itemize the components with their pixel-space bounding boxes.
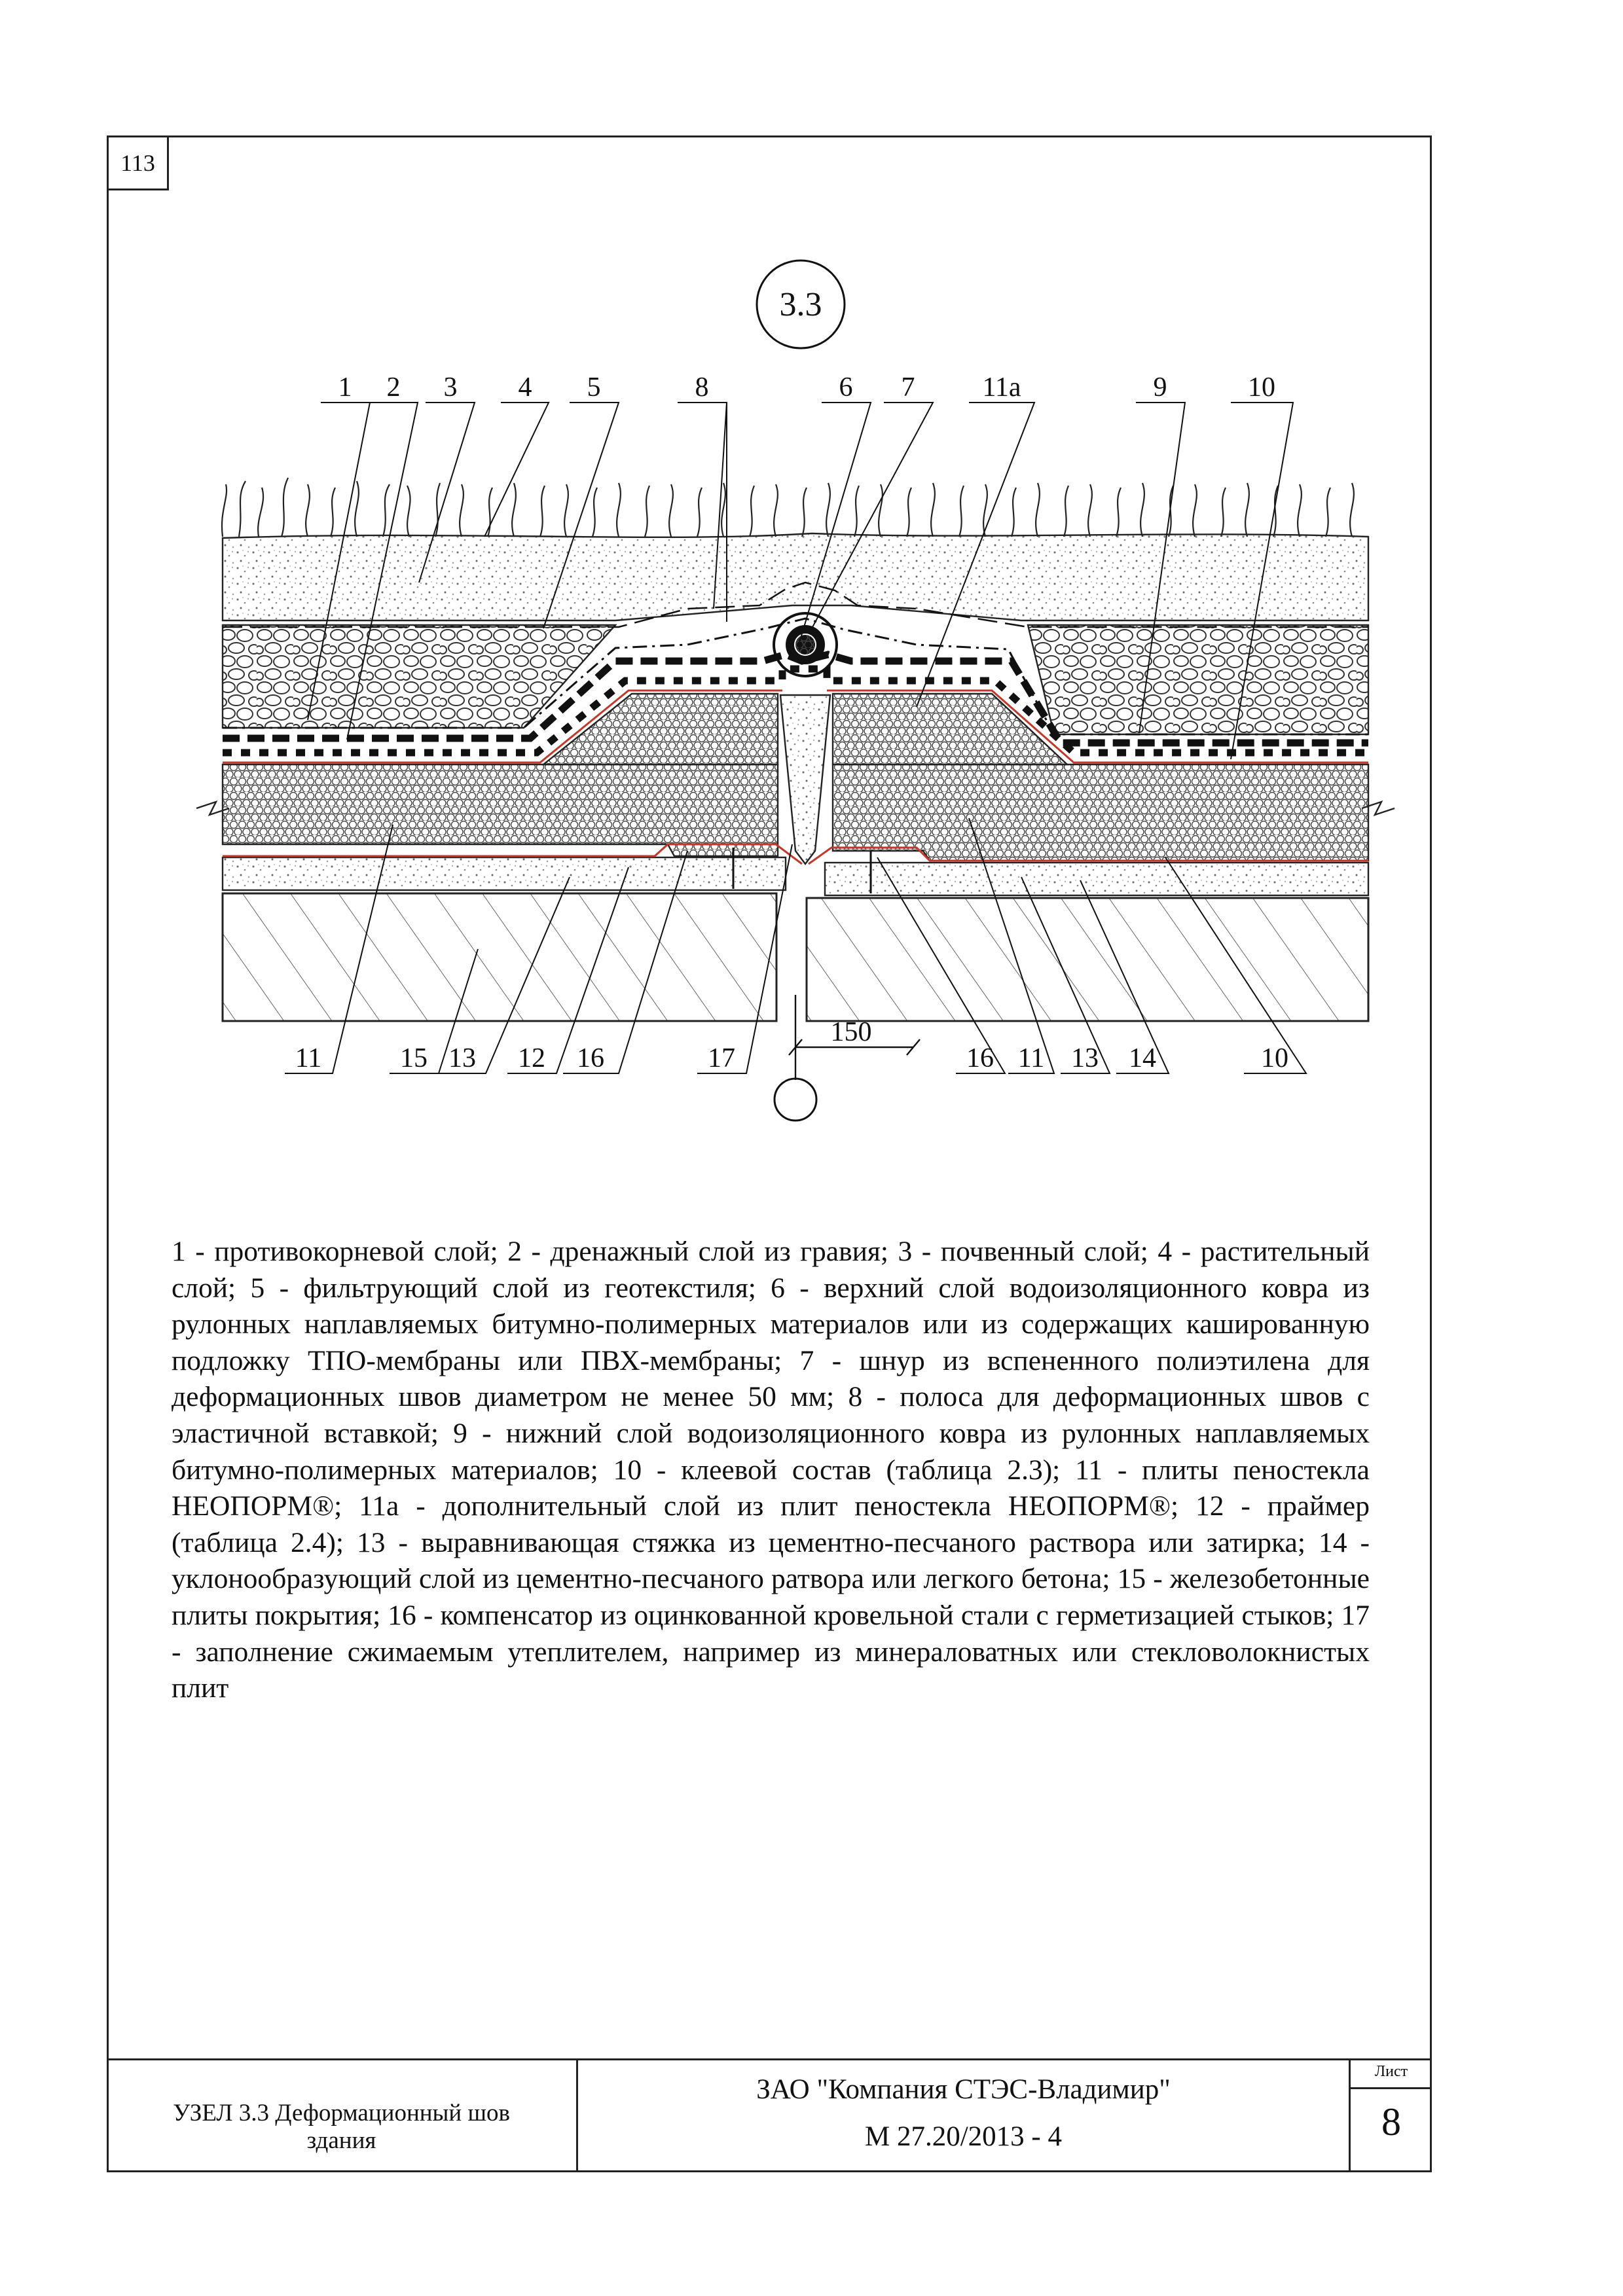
page-number: 113 [107,135,169,190]
bottom-callout-labels [295,1043,1288,1073]
legend-text: 1 - противокорневой слой; 2 - дренажный слой из гравия; 3 - почвенный слой; 4 - растительный слой; 5 - фильтрующий слой из геотекстиля; 6 - верхний слой водоизоляционного ковра из рулонных наплавляемых битумно-полимерных материалов или из содержащих кашированную подложку ТПО-мембраны или ПВХ-мембраны; 7 - шнур из вспененного полиэтилена для деформационных швов диаметром не менее 50 мм; 8 - полоса для деформационных швов с эластичной вставкой; 9 - нижний слой водоизоляционного ковра из рулонных наплавляемых битумно-полимерных материалов; 10 - клеевой состав (таблица 2.3); 11 - плиты пеностекла НЕОПОРМ®; 11а - дополнительный слой из плит пеностекла НЕОПОРМ®; 12 - праймер (таблица 2.4); 13 - выравнивающая стяжка из цементно-песчаного раствора или затирка; 14 - уклонообразующий слой из цементно-песчаного ратвора или легкого бетона; 15 - железобетонные плиты покрытия; 16 - компенсатор из оцинкованной кровельной стали с герметизацией стыков; 17 - заполнение сжимаемым утеплителем, например из минераловатных или стекловолокнистых плит [172,1236,1370,1704]
top-callout-labels [338,372,1276,403]
callout-1: 1 [338,372,352,403]
callout-10: 10 [1248,372,1275,403]
callout-b-11b: 11 [1017,1043,1045,1073]
title-block-company [578,2060,1351,2172]
callout-8: 8 [695,372,709,403]
callout-4: 4 [518,372,532,403]
callout-b-16: 16 [577,1043,604,1073]
sheet-label: Лист [1351,2063,1432,2089]
title-block-node [107,2060,578,2172]
callout-5: 5 [587,372,601,403]
callout-b-13: 13 [448,1043,476,1073]
soil-layer [223,533,1368,620]
joint-axis-marker [775,1079,816,1121]
callout-9: 9 [1153,372,1167,403]
node-label: 3.3 [779,286,822,323]
callout-b-15: 15 [400,1043,428,1073]
callout-3: 3 [443,372,458,403]
callout-b-17: 17 [708,1043,735,1073]
dimension-label: 150 [830,1017,872,1047]
title-block-sheet [1351,2060,1432,2172]
callout-b-11: 11 [295,1043,322,1073]
node-title-line2: здания [306,2127,376,2154]
company-name: ЗАО "Компания СТЭС-Владимир" [756,2074,1171,2105]
node-title-line1: УЗЕЛ 3.3 Деформационный шов [173,2100,510,2126]
callout-b-12: 12 [518,1043,545,1073]
callout-6: 6 [839,372,853,403]
callout-b-13b: 13 [1071,1043,1099,1073]
callout-11a: 11а [982,372,1021,403]
sheet-number: 8 [1381,2100,1401,2144]
joint-filler [780,695,830,864]
callout-b-10: 10 [1261,1043,1288,1073]
document-code: М 27.20/2013 - 4 [865,2121,1062,2152]
callout-b-16b: 16 [966,1043,994,1073]
callout-b-14: 14 [1129,1043,1156,1073]
callout-7: 7 [901,372,915,403]
callout-2: 2 [386,372,401,403]
title-block [107,2058,1432,2172]
